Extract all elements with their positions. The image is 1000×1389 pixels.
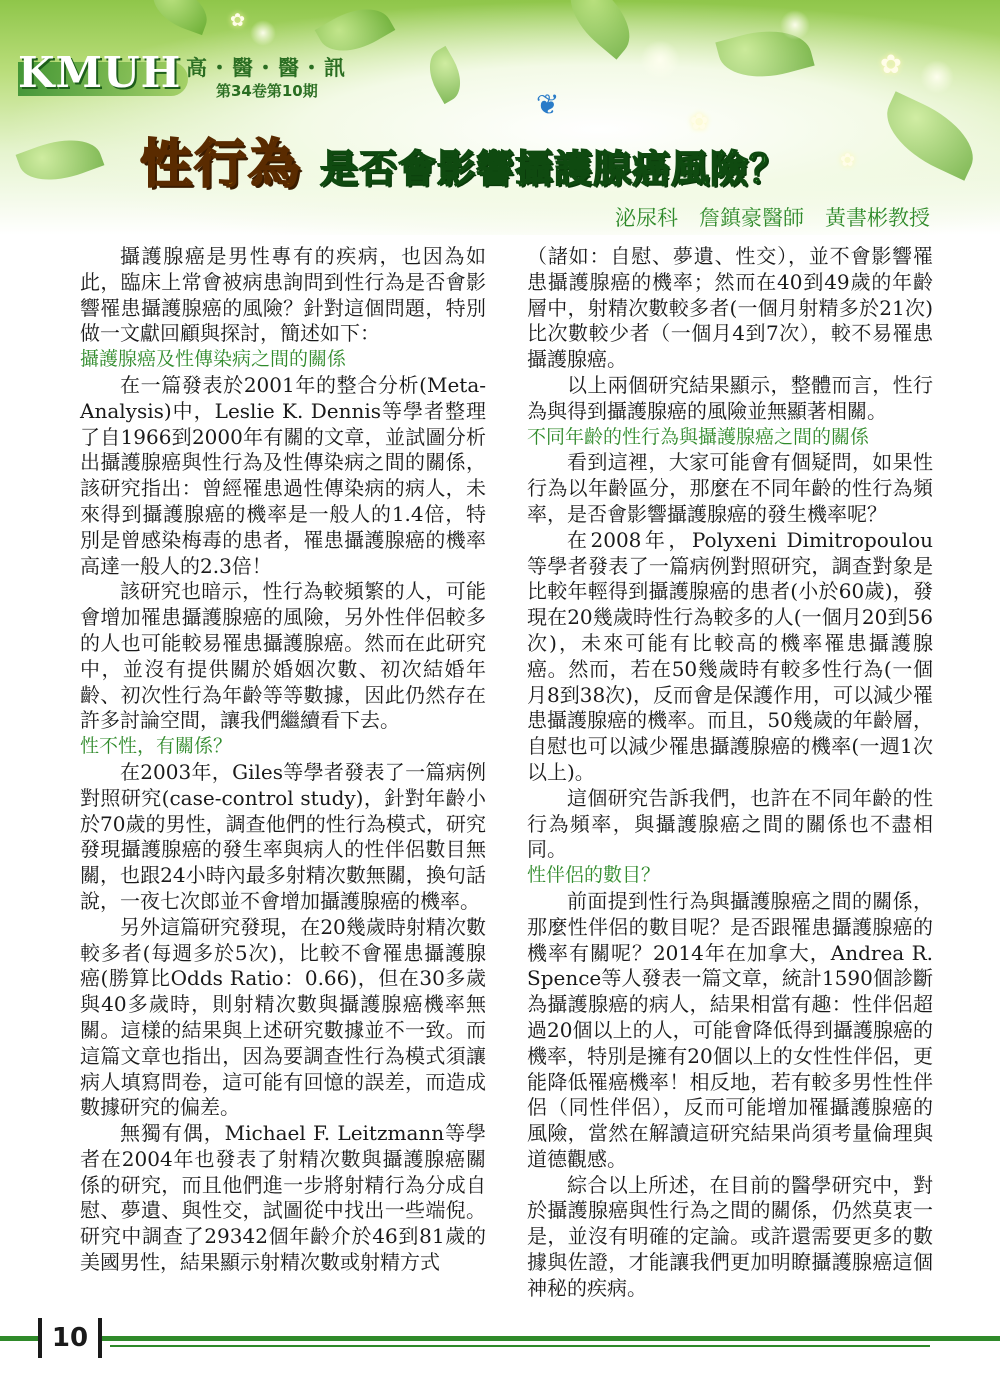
flower-icon: ✿ xyxy=(690,110,709,135)
flower-icon: ✿ xyxy=(230,10,246,31)
journal-name: 高・醫・醫・訊 xyxy=(186,56,347,80)
flower-icon: ✿ xyxy=(840,150,856,171)
paragraph: 這個研究告訴我們，也許在不同年齡的性行為頻率，與攝護腺癌之間的關係也不盡相同。 xyxy=(527,785,933,862)
leaf-decoration xyxy=(146,0,215,35)
paragraph: 綜合以上所述，在目前的醫學研究中，對於攝護腺癌與性行為之間的關係，仍然莫衷一是，並沒有明確的定論。或許還需要更多的數據與佐證，才能讓我們更加明瞭攝護腺癌這個神秘的疾病。 xyxy=(527,1172,933,1300)
paragraph: 該研究也暗示，性行為較頻繁的人，可能會增加罹患攝護腺癌的風險，另外性伴侶較多的人也可能較易罹患攝護腺癌。然而在此研究中，並沒有提供關於婚姻次數、初次結婚年齡、初次性行為年齡等等數據，因此仍然存在許多討論空間，讓我們繼續看下去。 xyxy=(80,579,486,733)
flower-icon: ✿ xyxy=(880,50,902,80)
paragraph: 看到這裡，大家可能會有個疑問，如果性行為以年齡區分，那麼在不同年齡的性行為頻率，是否會影響攝護腺癌的發生機率呢？ xyxy=(527,450,933,526)
bokeh-light xyxy=(920,60,954,94)
paragraph: 在一篇發表於2001年的整合分析(Meta-Analysis)中，Leslie K. Dennis等學者整理了自1966到2000年有關的文章，並試圖分析出攝護腺癌與性行為及性傳染病之間的關係，該研究指出：曾經罹患過性傳染病的病人，未來得到攝護腺癌的機率是一般人的1.4倍，特別是曾感染梅毒的患者，罹患攝護腺癌的機率高達一般人的2.3倍！ xyxy=(80,372,486,578)
leaf-decoration xyxy=(555,0,645,60)
issue-number: 第34卷第10期 xyxy=(216,82,318,100)
leaf-decoration xyxy=(420,46,471,104)
title-main: 性行為 xyxy=(140,135,303,195)
right-column xyxy=(527,244,933,1302)
author-line: 泌尿科 詹鎮豪醫師 黃書彬教授 xyxy=(615,206,930,230)
leaf-decoration xyxy=(16,128,105,193)
leaf-decoration xyxy=(874,91,987,180)
paragraph: 無獨有偶，Michael F. Leitzmann等學者在2004年也發表了射精次數與攝護腺癌關係的研究，而且他們進一步將射精行為分成自慰、夢遺、與性交，試圖從中找出一些端倪。研究中調查了29342個年齡介於46到81歲的美國男性，結果顯示射精次數或射精方式 xyxy=(80,1121,486,1275)
kmuh-logo: KMUH xyxy=(18,48,182,97)
header-banner xyxy=(0,0,1000,235)
paragraph: 前面提到性行為與攝護腺癌之間的關係，那麼性伴侶的數目呢？是否跟罹患攝護腺癌的機率有關呢？2014年在加拿大，Andrea R. Spence等人發表一篇文章，統計1590個診斷為攝護腺癌的病人，結果相當有趣：性伴侶超過20個以上的人，可能會降低得到攝護腺癌的機率，特別是擁有20個以上的女性性伴侶，更能降低罹癌機率！相反地，若有較多男性性伴侶（同性伴侶），反而可能增加罹攝護腺癌的風險，當然在解讀這研究結果尚須考量倫理與道德觀感。 xyxy=(527,888,933,1171)
section-heading: 性伴侶的數目？ xyxy=(527,864,661,887)
article-title xyxy=(140,122,788,197)
left-column xyxy=(80,244,486,1276)
logo-block xyxy=(18,48,181,97)
page-number: 10 xyxy=(38,1318,102,1358)
paragraph: 另外這篇研究發現，在20幾歲時射精次數較多者(每週多於5次)，比較不會罹患攝護腺癌(勝算比Odds Ratio：0.66)，但在30多歲與40多歲時，則射精次數與攝護腺癌機率無關。這樣的結果與上述研究數據並不一致。而這篇文章也指出，因為要調查性行為模式須讓病人填寫問卷，這可能有回憶的誤差，而造成數據研究的偏差。 xyxy=(80,914,486,1120)
title-rest: 是否會影響攝護腺癌風險？ xyxy=(320,147,789,191)
bokeh-light xyxy=(780,10,810,40)
paragraph: 以上兩個研究結果顯示，整體而言，性行為與得到攝護腺癌的風險並無顯著相關。 xyxy=(527,372,933,423)
section-heading: 性不性，有關係？ xyxy=(80,735,233,758)
footer-rule xyxy=(0,1336,1000,1341)
section-heading: 攝護腺癌及性傳染病之間的關係 xyxy=(80,348,347,371)
butterfly-icon: ❦ xyxy=(536,88,560,121)
bokeh-light xyxy=(250,20,276,46)
section-heading: 不同年齡的性行為與攝護腺癌之間的關係 xyxy=(527,425,870,448)
footer-rule-thin xyxy=(110,1345,930,1347)
paragraph: 在2008年，Polyxeni Dimitropoulou等學者發表了一篇病例對照研究，調查對象是比較年輕得到攝護腺癌的患者(小於60歲)，發現在20幾歲時性行為較多的人(一個月20到56次)，未來可能有比較高的機率罹患攝護腺癌。然而，若在50幾歲時有較多性行為(一個月8到38次)，反而會是保護作用，可以減少罹患攝護腺癌的機率。而且，50幾歲的年齡層，自慰也可以減少罹患攝護腺癌的機率(一週1次以上)。 xyxy=(527,527,933,784)
paragraph: 攝護腺癌是男性專有的疾病，也因為如此，臨床上常會被病患詢問到性行為是否會影響罹患攝護腺癌的風險？針對這個問題，特別做一文獻回顧與探討，簡述如下： xyxy=(80,244,486,346)
paragraph: （諸如：自慰、夢遺、性交），並不會影響罹患攝護腺癌的機率；然而在40到49歲的年齡層中，射精次數較多者(一個月射精多於21次)比次數較少者（一個月4到7次），較不易罹患攝護腺癌。 xyxy=(527,244,933,372)
bokeh-light xyxy=(640,40,680,80)
paragraph: 在2003年，Giles等學者發表了一篇病例對照研究(case-control study)，針對年齡小於70歲的男性，調查他們的性行為模式，研究發現攝護腺癌的發生率與病人的性伴侶數目無關，也跟24小時內最多射精次數無關，換句話說，一夜七次郎並不會增加攝護腺癌的機率。 xyxy=(80,759,486,913)
